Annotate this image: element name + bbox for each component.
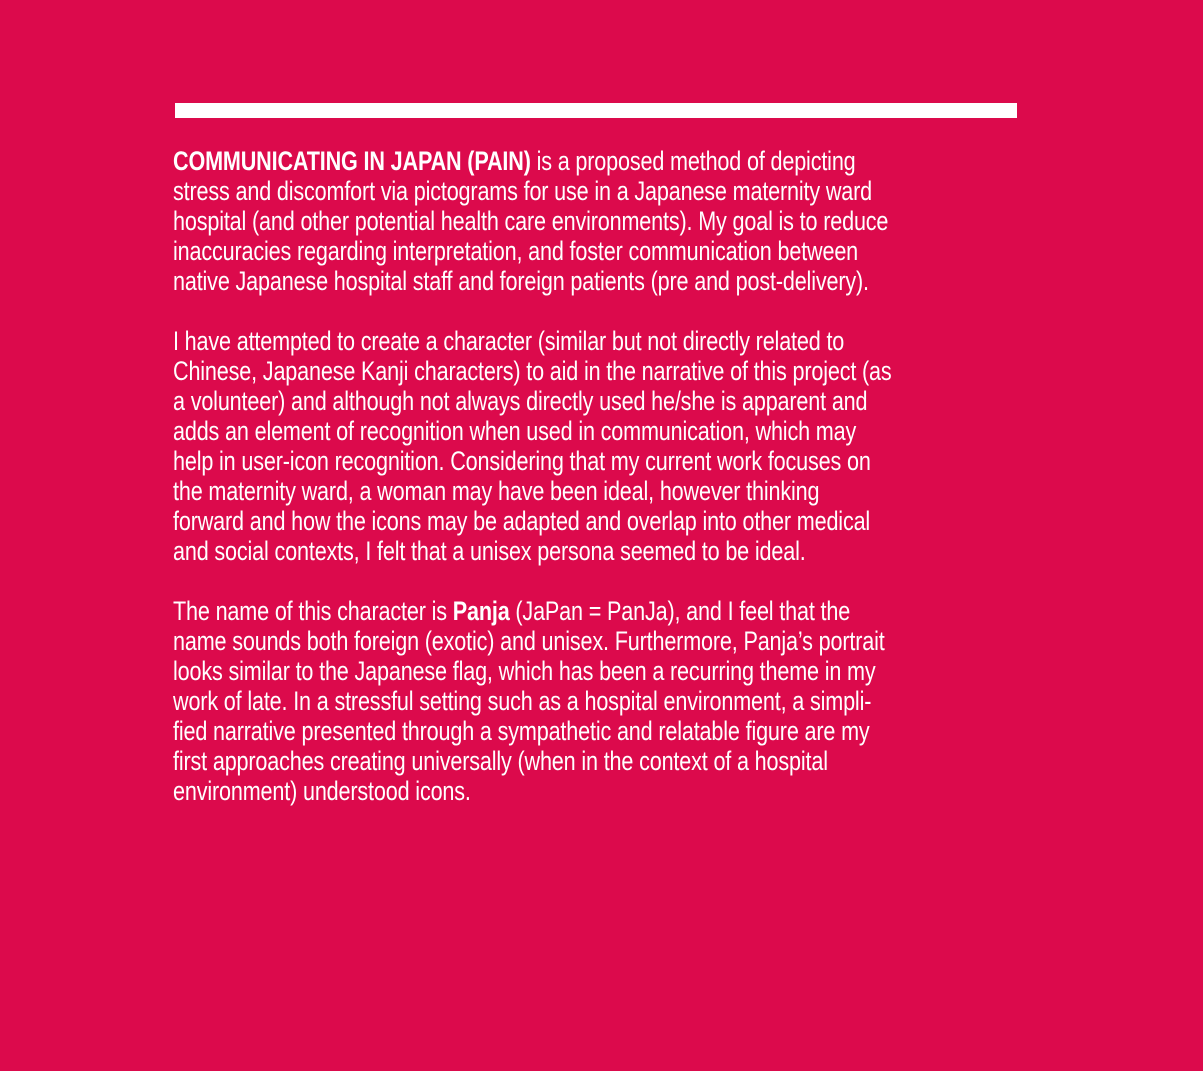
text-segment: a volunteer) and although not always directly used he/she is apparent and xyxy=(173,386,868,416)
text-segment: the maternity ward, a woman may have been ideal, however thinking xyxy=(173,476,820,506)
text-segment: forward and how the icons may be adapted and overlap into other medical xyxy=(173,506,871,536)
text-segment: first approaches creating universally (when in the context of a hospital xyxy=(173,746,828,776)
text-segment: hospital (and other potential health care environments). My goal is to reduce xyxy=(173,206,889,236)
text-segment: native Japanese hospital staff and foreign patients (pre and post-delivery). xyxy=(173,266,869,296)
text-segment: fied narrative presented through a sympathetic and relatable figure are my xyxy=(173,716,870,746)
text-segment: help in user-icon recognition. Considering that my current work focuses on xyxy=(173,446,871,476)
text-segment: The name of this character is xyxy=(173,596,453,626)
top-rule-bar xyxy=(175,103,1017,118)
text-line xyxy=(173,656,1025,686)
text-line xyxy=(173,536,1025,566)
text-segment: and social contexts, I felt that a unisex persona seemed to be ideal. xyxy=(173,536,806,566)
text-segment: Chinese, Japanese Kanji characters) to aid in the narrative of this project (as xyxy=(173,356,892,386)
bold-text-segment: COMMUNICATING IN JAPAN (PAIN) xyxy=(173,146,531,176)
text-line xyxy=(173,386,1025,416)
text-line xyxy=(173,716,1025,746)
text-line xyxy=(173,416,1025,446)
text-segment: stress and discomfort via pictograms for use in a Japanese maternity ward xyxy=(173,176,873,206)
text-line xyxy=(173,446,1025,476)
text-line xyxy=(173,476,1025,506)
text-line xyxy=(173,356,1025,386)
text-line xyxy=(173,146,1025,176)
text-segment: work of late. In a stressful setting such as a hospital environment, a simpli- xyxy=(173,686,872,716)
text-segment: is a proposed method of depicting xyxy=(530,146,856,176)
text-line xyxy=(173,686,1025,716)
bold-text-segment: Panja xyxy=(452,596,510,626)
paragraph xyxy=(173,596,1025,806)
text-line xyxy=(173,506,1025,536)
text-line xyxy=(173,626,1025,656)
text-line xyxy=(173,266,1025,296)
paragraph xyxy=(173,146,1025,296)
text-line xyxy=(173,746,1025,776)
text-segment: name sounds both foreign (exotic) and unisex. Furthermore, Panja’s portrait xyxy=(173,626,885,656)
text-line xyxy=(173,596,1025,626)
paragraph xyxy=(173,326,1025,566)
text-line xyxy=(173,206,1025,236)
text-line xyxy=(173,776,1025,806)
text-segment: I have attempted to create a character (similar but not directly related to xyxy=(173,326,845,356)
text-segment: looks similar to the Japanese flag, which has been a recurring theme in my xyxy=(173,656,876,686)
text-segment: environment) understood icons. xyxy=(173,776,471,806)
text-segment: inaccuracies regarding interpretation, and foster communication between xyxy=(173,236,859,266)
text-segment: adds an element of recognition when used in communication, which may xyxy=(173,416,857,446)
text-line xyxy=(173,176,1025,206)
text-segment: (JaPan = PanJa), and I feel that the xyxy=(509,596,851,626)
text-line xyxy=(173,236,1025,266)
body-text-block xyxy=(173,146,1025,836)
text-line xyxy=(173,326,1025,356)
